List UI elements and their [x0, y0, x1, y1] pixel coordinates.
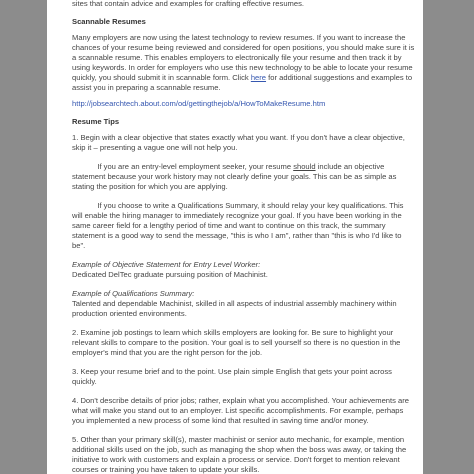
tip-5: 5. Other than your primary skill(s), master machinist or senior auto mechanic, for example, mention additional skills used on the job, such as managing the shop when the boss was away, or taking the initiative to work with customers and explain a process or service. Don't forget to mention relevant courses or training you have taken to update your skills. [72, 435, 407, 474]
entry-level-text: If you are an entry-level employment seeker, your resume [97, 162, 292, 171]
resume-url-link[interactable]: http://jobsearchtech.about.com/od/gettingthejob/a/HowToMakeResume.htm [72, 99, 326, 108]
example-objective-label: Example of Objective Statement for Entry Level Worker: [72, 260, 261, 269]
tip-3: 3. Keep your resume brief and to the point. Use plain simple English that gets your point across quickly. [72, 367, 392, 386]
scannable-text-end: for additional suggestions and examples to assist you in preparing a scannable resume. [72, 73, 413, 92]
entry-level-text-end: include an objective statement because your work history may not clearly define your goals. This can be as simple as stating the position for which you are applying. [72, 162, 397, 191]
intro-line: sites that contain advice and examples for crafting effective resumes. [72, 0, 305, 8]
here-link[interactable]: here [250, 73, 267, 82]
scannable-paragraph [72, 33, 416, 93]
scannable-heading: Scannable Resumes [72, 17, 146, 26]
tip-1: 1. Begin with a clear objective that states exactly what you want. If you don't have a clear objective, skip it – presenting a vague one will not help you. [72, 133, 405, 152]
example-summary-label: Example of Qualifications Summary: [72, 289, 195, 298]
tip-4: 4. Don't describe details of prior jobs; rather, explain what you accomplished. Your achievements are what will make you stand out to an employer. List specific accomplishments. For example, perhaps you implemented a new process of some kind that resulted in saving time and/or money. [72, 396, 410, 425]
tip-1-entry-level [72, 162, 416, 192]
tip-2: 2. Examine job postings to learn which skills employers are looking for. Be sure to highlight your relevant skills to compare to the position. Your goal is to sell yourself so there is no question in the employer's mind that you are the right person for the job. [72, 328, 401, 357]
qualifications-text: If you choose to write a Qualifications Summary, it should relay your key qualifications. This will enable the hiring manager to immediately recognize your goal. If you have been working in the same career field for a lengthy period of time and want to continue on this track, the summary statement is a good way to send the message, "this is who I am", rather than "this is who I'd like to be". [72, 201, 404, 250]
example-summary-text: Talented and dependable Machinist, skilled in all aspects of industrial assembly machinery within production oriented environments. [72, 299, 397, 318]
should-underlined: should [293, 162, 316, 171]
scannable-text: Many employers are now using the latest technology to review resumes. If you want to increase the chances of your resume being reviewed and considered for open positions, you should make sure it is a scannable resume. This enables employers to electronically file your resume and then track it by using keywords. In order for employers who use this new technology to be able to locate your resume quickly, you should submit it in scannable form. Click [72, 33, 415, 82]
example-objective-text: Dedicated DelTec graduate pursuing position of Machinist. [72, 270, 268, 279]
resume-tips-heading: Resume Tips [72, 117, 120, 126]
document-page [47, 0, 423, 474]
document-body [72, 0, 416, 474]
tip-1-qualifications [72, 201, 416, 251]
